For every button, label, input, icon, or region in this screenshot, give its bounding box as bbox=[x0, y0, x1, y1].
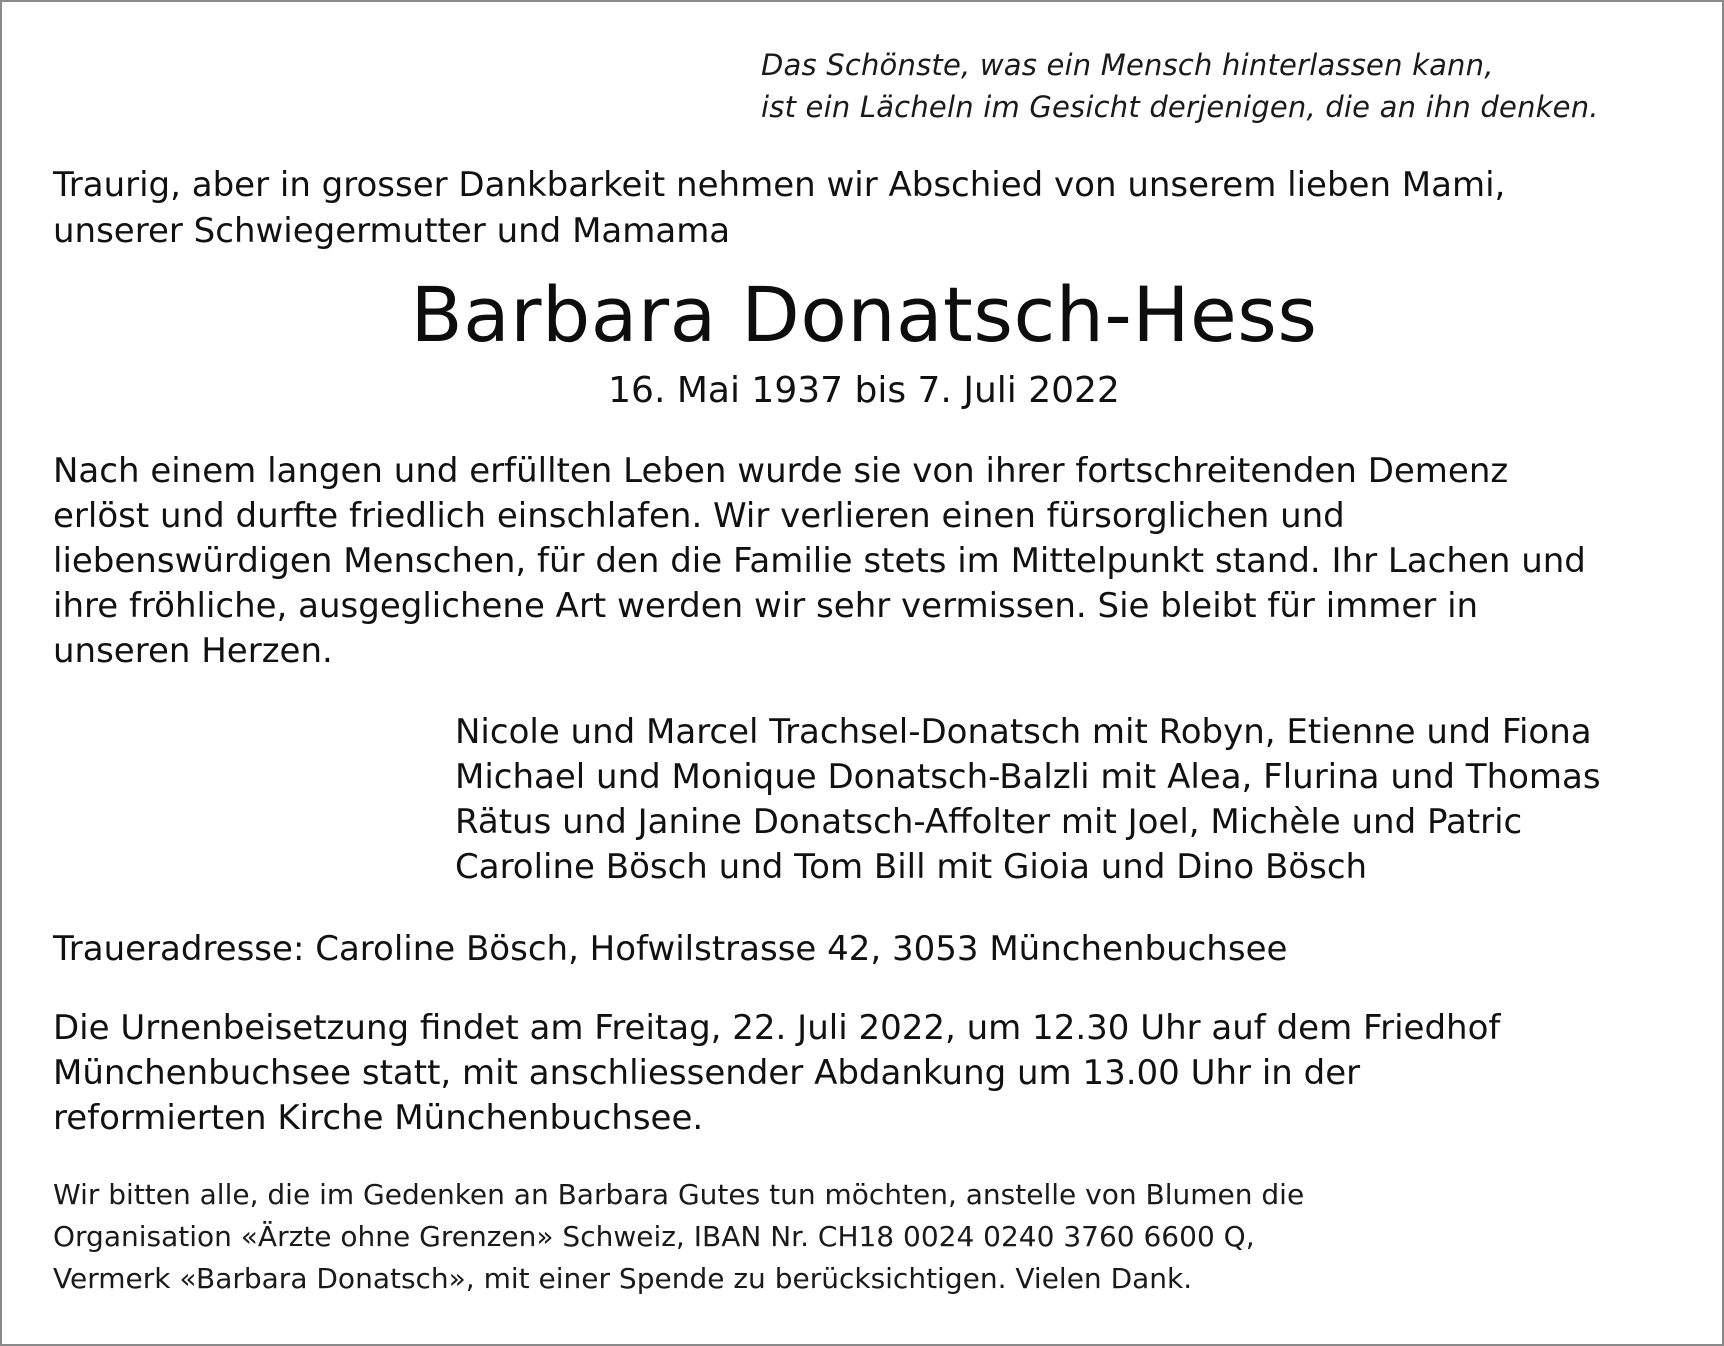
life-dates: 16. Mai 1937 bis 7. Juli 2022 bbox=[608, 370, 1120, 411]
intro-text bbox=[53, 162, 1693, 254]
donation-line: Organisation «Ärzte ohne Grenzen» Schweiz, IBAN Nr. CH18 0024 0240 3760 6600 Q, bbox=[53, 1220, 1255, 1253]
intro-line: Traurig, aber in grosser Dankbarkeit nehmen wir Abschied von unserem lieben Mami, bbox=[53, 165, 1506, 205]
donation-line: Vermerk «Barbara Donatsch», mit einer Spende zu berücksichtigen. Vielen Dank. bbox=[53, 1262, 1193, 1295]
mourning-address: Traueradresse: Caroline Bösch, Hofwilstrasse 42, 3053 Münchenbuchsee bbox=[53, 929, 1288, 969]
intro-line: unserer Schwiegermutter und Mamama bbox=[53, 211, 731, 251]
family-line: Rätus und Janine Donatsch-Affolter mit Joel, Michèle und Patric bbox=[455, 802, 1523, 842]
tribute-line: liebenswürdigen Menschen, für den die Familie stets im Mittelpunkt stand. Ihr Lachen und bbox=[53, 541, 1586, 581]
donation-request bbox=[53, 1174, 1693, 1300]
motto-line: Das Schönste, was ein Mensch hinterlassen kann, bbox=[761, 48, 1494, 82]
family-line: Nicole und Marcel Trachsel-Donatsch mit Robyn, Etienne und Fiona bbox=[455, 712, 1592, 752]
deceased-name: Barbara Donatsch-Hess bbox=[410, 270, 1318, 359]
tribute-line: erlöst und durfte friedlich einschlafen. Wir verlieren einen fürsorglichen und bbox=[53, 496, 1345, 536]
family-list bbox=[455, 710, 1705, 890]
motto-quote bbox=[761, 44, 1691, 128]
ceremony-line: Die Urnenbeisetzung findet am Freitag, 22. Juli 2022, um 12.30 Uhr auf dem Friedhof bbox=[53, 1008, 1501, 1048]
family-line: Caroline Bösch und Tom Bill mit Gioia und Dino Bösch bbox=[455, 847, 1368, 887]
ceremony-line: reformierten Kirche Münchenbuchsee. bbox=[53, 1098, 704, 1138]
tribute-line: Nach einem langen und erfüllten Leben wurde sie von ihrer fortschreitenden Demenz bbox=[53, 451, 1509, 491]
ceremony-info bbox=[53, 1006, 1693, 1141]
tribute-text bbox=[53, 449, 1693, 674]
tribute-line: ihre fröhliche, ausgeglichene Art werden wir sehr vermissen. Sie bleibt für immer in bbox=[53, 586, 1479, 626]
family-line: Michael und Monique Donatsch-Balzli mit Alea, Flurina und Thomas bbox=[455, 757, 1601, 797]
tribute-line: unseren Herzen. bbox=[53, 631, 333, 671]
donation-line: Wir bitten alle, die im Gedenken an Barbara Gutes tun möchten, anstelle von Blumen die bbox=[53, 1178, 1305, 1211]
motto-line: ist ein Lächeln im Gesicht derjenigen, die an ihn denken. bbox=[761, 90, 1599, 124]
ceremony-line: Münchenbuchsee statt, mit anschliessender Abdankung um 13.00 Uhr in der bbox=[53, 1053, 1361, 1093]
